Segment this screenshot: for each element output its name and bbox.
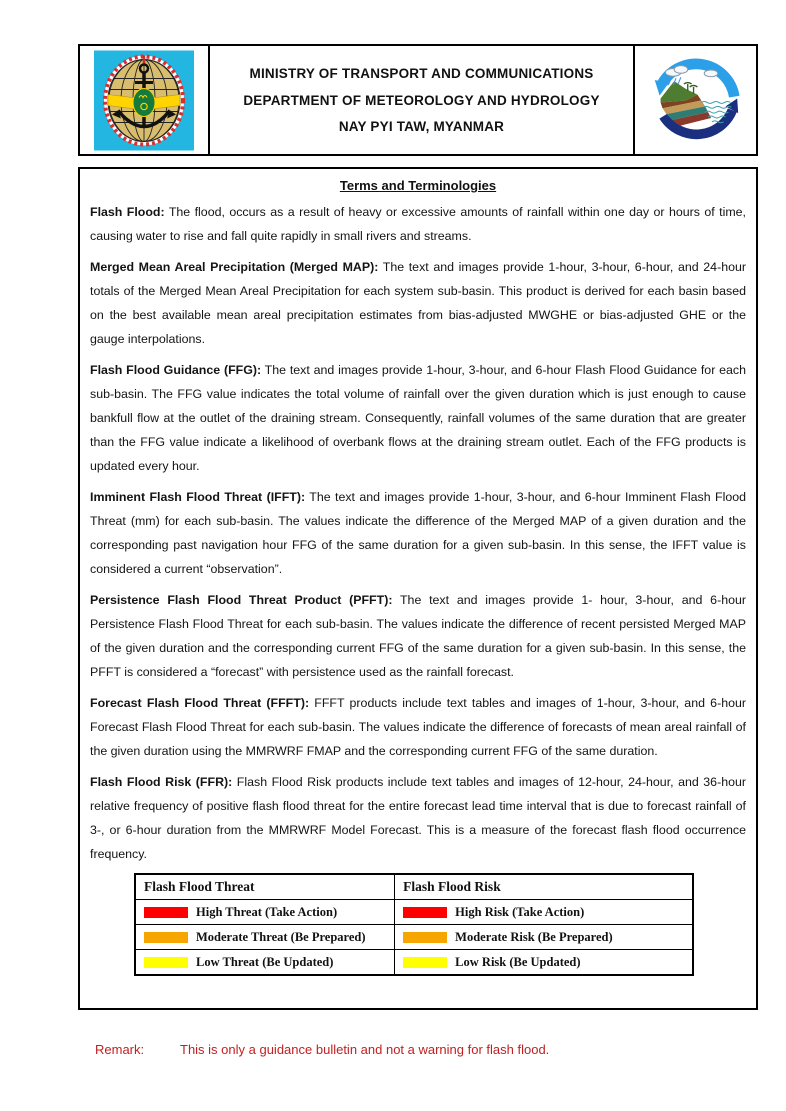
remark-label: Remark: <box>95 1042 145 1057</box>
terms-section <box>78 167 758 1010</box>
high-threat-label: High Threat (Take Action) <box>196 904 338 919</box>
definition-ifft: The text and images provide 1-hour, 3-hour, and 6-hour Imminent Flash Flood Threat (mm) for each sub-basin. The values indicate the difference of the Merged MAP of a given duration and the corresponding past navigation hour FFG of the same duration for a given sub-basin. In this sense, the IFFT value is considered a current “observation”. <box>90 490 746 576</box>
dmh-logo-icon <box>647 52 744 149</box>
paragraph-ffft <box>90 691 746 763</box>
threat-risk-legend-table <box>134 873 694 976</box>
term-ffg: Flash Flood Guidance (FFG): <box>90 363 262 377</box>
definition-ffg: The text and images provide 1-hour, 3-hour, and 6-hour Flash Flood Guidance for each sub-basin. The FFG value indicates the total volume of rainfall over the given duration which is just enough to cause bankfull flow at the outlet of the draining stream. Consequently, rainfall volumes of the same duration that are greater than the FFG value indicate a likelihood of overbank flows at the draining stream outlet. Each of the FFG products is updated every hour. <box>90 363 746 473</box>
term-flash-flood: Flash Flood: <box>90 205 165 219</box>
header <box>78 44 758 156</box>
remark-text: This is only a guidance bulletin and not a warning for flash flood. <box>180 1042 550 1057</box>
term-merged-map: Merged Mean Areal Precipitation (Merged MAP): <box>90 260 379 274</box>
definition-flash-flood: The flood, occurs as a result of heavy or excessive amounts of rainfall within one day or hours of time, causing water to rise and fall quite rapidly in small rivers and streams. <box>90 205 746 243</box>
paragraph-pfft <box>90 588 746 684</box>
ministry-of-transport-emblem-icon <box>94 50 194 151</box>
high-threat-color-swatch <box>144 907 188 918</box>
section-title: Terms and Terminologies <box>339 178 497 193</box>
low-threat-color-swatch <box>144 957 188 968</box>
high-risk-color-swatch <box>403 907 447 918</box>
term-pfft: Persistence Flash Flood Threat Product (PFFT): <box>90 593 393 607</box>
legend-row-high <box>135 900 693 925</box>
low-threat-label: Low Threat (Be Updated) <box>196 954 334 969</box>
definition-ffft: FFFT products include text tables and images of 1-hour, 3-hour, and 6-hour Forecast Flash Flood Threat for each sub-basin. The values indicate the difference of forecasts of mean areal rainfall of the given duration using the MMRWRF FMAP and the corresponding current FFG of the same duration. <box>90 696 746 758</box>
legend-header-row <box>135 874 693 900</box>
paragraph-ffg <box>90 358 746 478</box>
header-line-ministry: MINISTRY OF TRANSPORT AND COMMUNICATIONS <box>249 65 594 81</box>
moderate-threat-color-swatch <box>144 932 188 943</box>
legend-row-low <box>135 950 693 976</box>
legend-header-threat: Flash Flood Threat <box>135 874 395 900</box>
header-title-block <box>210 46 633 154</box>
moderate-threat-label: Moderate Threat (Be Prepared) <box>196 929 366 944</box>
high-risk-label: High Risk (Take Action) <box>455 904 585 919</box>
term-ifft: Imminent Flash Flood Threat (IFFT): <box>90 490 306 504</box>
header-line-location: NAY PYI TAW, MYANMAR <box>338 119 505 135</box>
definition-ffr: Flash Flood Risk products include text tables and images of 12-hour, 24-hour, and 36-hour relative frequency of positive flash flood threat for the entire forecast lead time interval that is due to forecast rainfall of 3-, or 6-hour duration from the MMRWRF Model Forecast. This is a measure of the forecast flash flood occurrence frequency. <box>90 775 747 861</box>
remark <box>95 1042 549 1057</box>
paragraph-ffr <box>90 770 746 866</box>
header-line-department: DEPARTMENT OF METEOROLOGY AND HYDROLOGY <box>243 92 600 108</box>
header-right-cell <box>633 46 756 154</box>
term-ffft: Forecast Flash Flood Threat (FFFT): <box>90 696 310 710</box>
moderate-risk-color-swatch <box>403 932 447 943</box>
definition-merged-map: The text and images provide 1-hour, 3-hour, 6-hour, and 24-hour totals of the Merged Mean Areal Precipitation for each system sub-basin. This product is derived for each basin based on the best available mean areal precipitation estimates from bias-adjusted MWGHE or bias-adjusted GHE or the gauge interpolations. <box>90 260 746 346</box>
low-risk-label: Low Risk (Be Updated) <box>455 954 581 969</box>
moderate-risk-label: Moderate Risk (Be Prepared) <box>455 929 613 944</box>
header-left-cell <box>80 46 210 154</box>
paragraph-flash-flood <box>90 200 746 248</box>
term-ffr: Flash Flood Risk (FFR): <box>90 775 233 789</box>
paragraph-merged-map <box>90 255 746 351</box>
paragraph-ifft <box>90 485 746 581</box>
definition-pfft: The text and images provide 1- hour, 3-hour, and 6-hour Persistence Flash Flood Threat for each sub-basin. The values indicate the difference of recent persisted Merged MAP of the given duration and the corresponding current FFG of the same duration for a given sub-basin. In this sense, the PFFT is considered a “forecast” with persistence used as the rainfall forecast. <box>90 593 746 679</box>
legend-header-risk: Flash Flood Risk <box>395 874 693 900</box>
legend-row-moderate <box>135 925 693 950</box>
low-risk-color-swatch <box>403 957 447 968</box>
